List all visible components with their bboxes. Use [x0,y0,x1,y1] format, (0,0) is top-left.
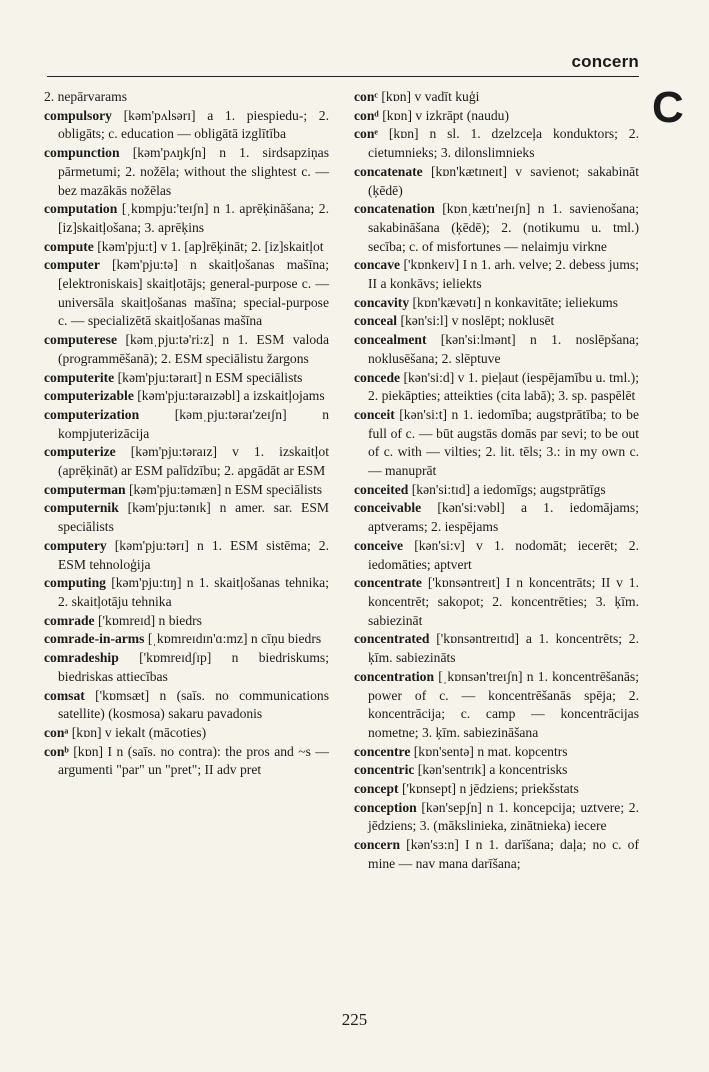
entry-headword: comradeship [44,650,119,666]
entry-headword: conceivable [354,500,422,516]
dictionary-entry [44,200,329,237]
entry-headword: conᵈ [354,107,379,123]
entry-headword: comrade [44,612,95,628]
entry-definition: 2. nepārvarams [44,89,128,104]
dictionary-entry [354,125,639,162]
entry-definition: [kɒn'kævətɪ] n konkavitāte; ieliekums [412,294,619,310]
entry-definition: [kəmˌpju:tə'ri:z] n 1. ESM valoda (programmēšanā); 2. ESM speciālistu žargons [58,332,329,366]
entry-headword: concentre [354,743,411,759]
entry-definition: [kəm'pju:tɪŋ] n 1. skaitļošanas tehnika; 2. skaitļotāju tehnika [58,575,329,609]
dictionary-entry [354,256,639,293]
entry-definition: [kəm'pju:təmæn] n ESM speciālists [128,481,323,497]
dictionary-entry [44,687,329,724]
dictionary-entry [354,743,639,762]
entry-headword: computery [44,537,107,553]
entry-headword: computerese [44,332,117,348]
entry-headword: concave [354,257,401,273]
entry-definition: ['kɒnsept] n jēdziens; priekšstats [401,781,579,797]
entry-headword: conceited [354,481,409,497]
entry-headword: compute [44,238,94,254]
dictionary-entry [354,369,639,406]
dictionary-entry [354,537,639,574]
entry-definition: [kɒn] v vadīt kuģi [381,89,480,104]
entry-headword: computation [44,201,118,217]
entry-headword: computing [44,575,106,591]
dictionary-entry [44,481,329,500]
entry-definition: [kɒn] I n (saīs. no contra): the pros and ~s — argumenti "par" un "pret"; II adv pret [58,743,329,778]
entry-definition: [kən'si:tɪd] a iedomīgs; augstprātīgs [411,481,606,497]
entry-headword: computerizable [44,388,134,404]
entry-definition: [kən'si:lmənt] n 1. noslēpšana; noklusēšana; 2. slēptuve [368,332,639,366]
dictionary-entry [354,630,639,667]
entry-headword: concavity [354,294,410,310]
entry-definition: [kəm'pju:t] v 1. [ap]rēķināt; 2. [iz]skaitļot [97,238,324,254]
dictionary-entry [354,574,639,630]
entry-headword: concentric [354,762,415,778]
entry-headword: conceit [354,406,395,422]
entry-definition: [kəm'pʌlsərɪ] a 1. piespiedu-; 2. obligāts; c. education — obligātā izglītība [58,107,330,142]
entry-definition: ['kɒnsəntreɪtɪd] a 1. koncentrēts; 2. ķīm. sabiezināts [368,631,640,666]
entry-headword: computerite [44,369,115,385]
entry-headword: compulsory [44,107,112,123]
dictionary-entry [354,107,639,126]
entry-headword: comsat [44,687,85,703]
dictionary-entry [44,331,329,368]
dictionary-entry [44,88,329,107]
entry-definition: [kɒn'kætɪneɪt] v savienot; sakabināt (ķēdē) [368,163,639,198]
dictionary-entry [354,668,639,743]
entry-headword: computerization [44,406,140,422]
entry-headword: computer [44,257,100,273]
entry-definition: ['kɒnkeɪv] I n 1. arh. velve; 2. debess jums; II a konkāvs; ieliekts [368,257,639,292]
page-number: 225 [341,1010,368,1029]
entry-definition: [kəm'pju:tənɪk] n amer. sar. ESM speciālists [58,500,329,535]
entry-headword: concatenation [354,201,435,217]
dictionary-entry [354,163,639,200]
entry-headword: conᵇ [44,743,69,759]
entry-headword: conᶜ [354,89,378,104]
dictionary-entry [44,612,329,631]
entry-definition: [kəm'pju:tə] n skaitļošanas mašīna; [elektroniskais] skaitļotājs; general-purpose c. — universāla skaitļošanas mašīna; special-purpose c. — specializētā skaitļošanas mašīna [58,257,329,329]
entry-definition: ['kɒmreɪdʃɪp] n biedriskums; biedriskas attiecības [58,650,329,684]
entry-headword: conceal [354,313,398,329]
entry-definition: [kɒn] v izkrāpt (naudu) [382,107,509,123]
header-rule [47,76,639,77]
entry-headword: concede [354,369,401,385]
entry-definition: [kən'sepʃn] n 1. koncepcija; uztvere; 2. jēdziens; 3. (mākslinieka, zinātnieka) iecere [368,799,639,834]
entry-definition: [kəmˌpju:təraɪ'zeɪʃn] n kompjuterizācija [58,406,329,441]
dictionary-entry [44,107,329,144]
dictionary-entry [354,799,639,836]
entry-definition: [kən'sɜ:n] I n 1. darīšana; daļa; no c. of mine — nav mana darīšana; [368,837,639,871]
dictionary-entry [44,743,329,780]
entry-definition: [kən'sentrɪk] a koncentrisks [417,762,568,778]
entry-definition: [kən'si:vəbl] a 1. iedomājams; aptverams; 2. iespējams [368,500,639,535]
entry-definition: [kən'si:v] v 1. nodomāt; iecerēt; 2. iedomāties; aptvert [368,537,639,572]
dictionary-entry [44,443,329,480]
entry-headword: concentrate [354,575,422,591]
dictionary-entry [354,294,639,313]
dictionary-entry [44,256,329,331]
entry-definition: [kəm'pju:tərɪ] n 1. ESM sistēma; 2. ESM tehnoloģija [58,537,329,572]
entry-definition: [kən'si:t] n 1. iedomība; augstprātība; to be full of c. — būt augstās domās par sevi; to be out of c. with — vilties; 2. lit. tēls; 3.: in my own c. — manuprāt [368,406,639,479]
entry-headword: computerman [44,481,126,497]
entry-definition: [ˌkɒnsən'treɪʃn] n 1. koncentrēšanās; power of c. — koncentrēšanās spēja; 2. koncentrācija; c. camp — koncentrācijas nometne; 3. ķīm. sabiezināšana [368,668,639,740]
dictionary-entry [44,387,329,406]
entry-definition: ['kɒnsəntreɪt] I n koncentrāts; II v 1. koncentrēt; sakopot; 2. koncentrēties; 3. ķīm. sabiezināt [368,575,639,628]
dictionary-entry [44,724,329,743]
dictionary-entry [44,537,329,574]
dictionary-entry [44,144,329,200]
entry-definition: [kən'si:l] v noslēpt; noklusēt [400,313,555,329]
right-column [354,88,639,874]
entry-headword: concatenate [354,163,423,179]
entry-definition: [kɒn] v iekalt (mācoties) [71,724,207,740]
entry-definition: [kəm'pju:təraɪz] v 1. izskaitļot (aprēķināt) ar ESM palīdzību; 2. apgādāt ar ESM [58,444,329,479]
entry-headword: concentrated [354,631,430,647]
entry-definition: [kɒn'sentə] n mat. kopcentrs [413,743,568,759]
entry-definition: [kɒn] n sl. 1. dzelzceļa konduktors; 2. cietumnieks; 3. dilonslimnieks [368,126,639,161]
dictionary-entry [354,499,639,536]
dictionary-entry [354,200,639,256]
entry-definition: [kɒnˌkætɪ'neɪʃn] n 1. savienošana; sakabināšana (ķēdē); 2. (notikumu u. tml.) secība; c. of misfortunes — nelaimju virkne [368,201,639,254]
entry-headword: compunction [44,145,120,161]
dictionary-entry [354,331,639,368]
entry-headword: comrade-in-arms [44,631,145,647]
entry-headword: concern [354,837,401,853]
entry-definition: [kəm'pju:təraɪzəbl] a izskaitļojams [137,388,325,404]
dictionary-entry [354,761,639,780]
entry-definition: [kəm'pʌŋkʃn] n 1. sirdsapziņas pārmetumi; 2. nožēla; without the slightest c. — bez mazākās nožēlas [58,145,329,198]
dictionary-entry [354,88,639,107]
left-column [44,88,329,780]
entry-headword: concentration [354,668,435,684]
dictionary-entry [44,369,329,388]
dictionary-entry [44,499,329,536]
dictionary-entry [354,312,639,331]
entry-headword: conᵃ [44,724,69,740]
entry-definition: ['kɒmreɪd] n biedrs [98,612,202,628]
entry-headword: conception [354,799,417,815]
dictionary-entry [44,649,329,686]
entry-definition: [ˌkɒmpju:'teɪʃn] n 1. aprēķināšana; 2. [iz]skaitļošana; 3. aprēķins [58,201,329,235]
dictionary-entry [354,406,639,481]
running-head: concern [571,52,639,71]
entry-definition: [kən'si:d] v 1. pieļaut (iespējamību u. tml.); 2. piekāpties; atteikties (cita labā); 3. sp. paspēlēt [368,369,639,404]
dictionary-entry [354,836,639,873]
dictionary-entry [354,481,639,500]
entry-definition: ['kɒmsæt] n (saīs. no communications satellite) (kosmosa) sakaru pavadonis [58,687,329,722]
dictionary-entry [354,780,639,799]
entry-headword: conᵉ [354,126,378,142]
entry-headword: computerize [44,444,116,460]
entry-definition: [kəm'pju:təraɪt] n ESM speciālists [117,369,303,385]
entry-headword: conceive [354,537,404,553]
dictionary-entry [44,574,329,611]
section-letter: C [652,83,684,132]
dictionary-entry [44,238,329,257]
dictionary-entry [44,406,329,443]
entry-headword: computernik [44,500,119,516]
entry-headword: concept [354,781,399,797]
entry-definition: [ˌkɒmreɪdɪn'ɑ:mz] n cīņu biedrs [147,631,322,647]
entry-headword: concealment [354,332,427,348]
dictionary-entry [44,630,329,649]
